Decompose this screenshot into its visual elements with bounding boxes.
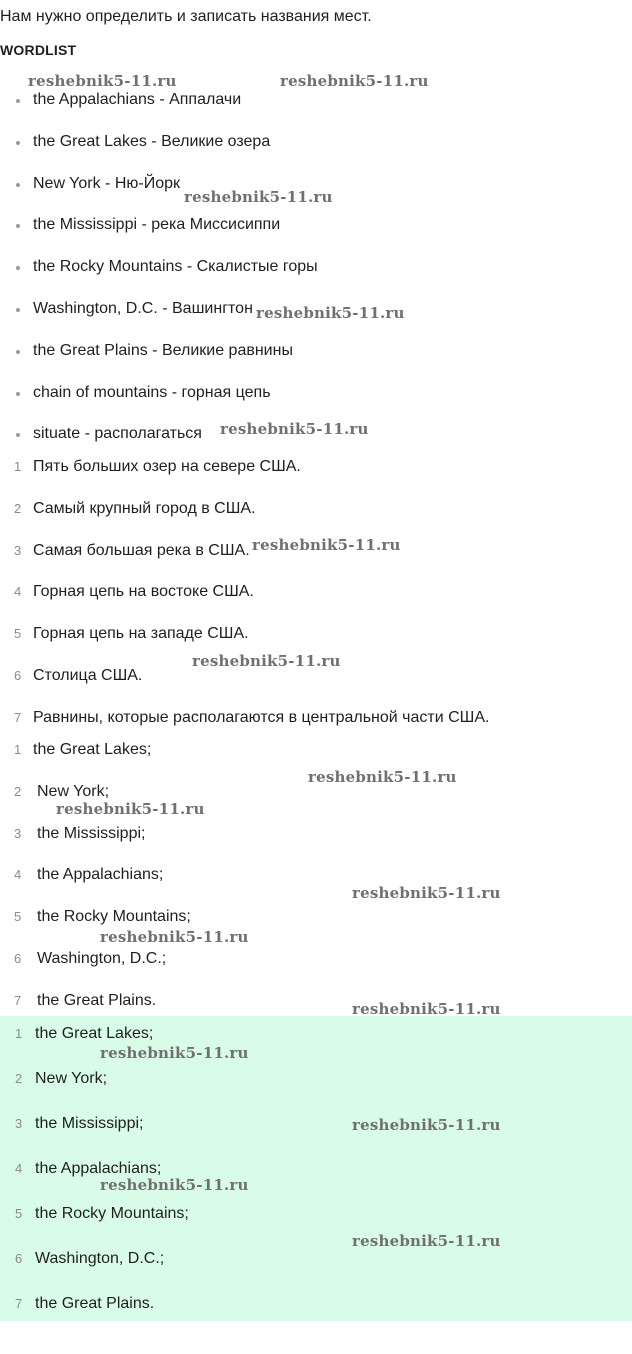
item-text: the Great Plains.: [35, 1295, 155, 1312]
wordlist-item: [0, 257, 632, 299]
bullet-icon: [16, 224, 20, 228]
watermark: reshebnik5-11.ru: [252, 536, 401, 554]
wordlist: [0, 90, 632, 466]
bullet-icon: [16, 350, 20, 354]
wordlist-title: WORDLIST: [0, 42, 77, 58]
wordlist-item: [0, 341, 632, 383]
item-text: Самый крупный город в США.: [33, 499, 256, 517]
item-text: Равнины, которые располагаются в центральной части США.: [33, 708, 490, 726]
bullet-icon: [16, 266, 20, 270]
item-text: the Great Lakes;: [33, 741, 152, 758]
list-item: [0, 582, 632, 624]
item-text: the Appalachians;: [35, 1160, 162, 1177]
item-text: New York;: [35, 1070, 108, 1087]
item-text: the Mississippi;: [35, 1115, 144, 1132]
bullet-icon: [16, 308, 20, 312]
item-text: the Great Lakes;: [35, 1025, 154, 1042]
wordlist-item-text: the Great Lakes - Великие озера: [33, 132, 271, 150]
item-number: 3: [15, 1116, 23, 1131]
list-item: [0, 1159, 632, 1204]
wordlist-item-text: chain of mountains - горная цепь: [33, 383, 271, 401]
item-number: 5: [14, 909, 22, 925]
item-text: Washington, D.C.;: [37, 949, 167, 967]
intro-text: Нам нужно определить и записать названия мест.: [0, 8, 372, 25]
watermark: reshebnik5-11.ru: [220, 420, 369, 438]
watermark: reshebnik5-11.ru: [56, 800, 205, 818]
list-item: [0, 1294, 632, 1339]
item-number: 7: [14, 709, 22, 725]
watermark: reshebnik5-11.ru: [352, 1232, 501, 1250]
watermark: reshebnik5-11.ru: [100, 1044, 249, 1062]
item-number: 4: [14, 584, 22, 600]
list-item: [0, 1114, 632, 1159]
item-number: 6: [15, 1251, 23, 1266]
item-number: 2: [15, 1071, 23, 1086]
list-item: [0, 1249, 632, 1294]
watermark: reshebnik5-11.ru: [308, 768, 457, 786]
wordlist-item: [0, 90, 632, 132]
item-text: New York;: [37, 782, 110, 800]
item-text: the Great Plains.: [37, 991, 157, 1009]
descriptions-list: [0, 457, 632, 750]
watermark: reshebnik5-11.ru: [28, 72, 177, 90]
item-number: 1: [14, 742, 22, 757]
bullet-icon: [16, 141, 20, 145]
bullet-icon: [16, 183, 20, 187]
watermark: reshebnik5-11.ru: [280, 72, 429, 90]
item-text: Washington, D.C.;: [35, 1250, 165, 1267]
watermark: reshebnik5-11.ru: [352, 1000, 501, 1018]
wordlist-item: [0, 132, 632, 174]
item-text: Столица США.: [33, 666, 143, 684]
watermark: reshebnik5-11.ru: [100, 1176, 249, 1194]
watermark: reshebnik5-11.ru: [352, 884, 501, 902]
list-item: [0, 949, 632, 991]
item-number: 4: [15, 1161, 23, 1176]
item-text: Самая большая река в США.: [33, 541, 250, 559]
wordlist-item-text: the Appalachians - Аппалачи: [33, 91, 242, 108]
item-number: 5: [15, 1206, 23, 1221]
wordlist-item-text: New York - Ню-Йорк: [33, 174, 180, 192]
list-item: [0, 824, 632, 866]
item-number: 6: [14, 667, 22, 683]
list-item: [0, 1069, 632, 1114]
watermark: reshebnik5-11.ru: [100, 928, 249, 946]
watermark: reshebnik5-11.ru: [184, 188, 333, 206]
item-number: 4: [14, 867, 22, 883]
item-number: 5: [14, 626, 22, 642]
item-number: 1: [15, 1026, 23, 1041]
list-item: [0, 499, 632, 541]
watermark: reshebnik5-11.ru: [192, 652, 341, 670]
item-text: Горная цепь на востоке США.: [33, 583, 254, 601]
item-text: the Rocky Mountains;: [35, 1205, 189, 1222]
wordlist-item-text: the Mississippi - река Миссисиппи: [33, 216, 281, 234]
bullet-icon: [16, 99, 20, 103]
item-text: Пять больших озер на севере США.: [33, 458, 301, 475]
list-item: [0, 1024, 632, 1069]
item-number: 6: [14, 950, 22, 966]
item-number: 7: [14, 992, 22, 1008]
item-number: 3: [14, 825, 22, 841]
item-number: 7: [15, 1296, 23, 1311]
wordlist-item-text: Washington, D.C. - Вашингтон: [33, 299, 253, 317]
item-number: 3: [14, 542, 22, 558]
wordlist-item: [0, 215, 632, 257]
list-item: [0, 666, 632, 708]
item-number: 2: [14, 500, 22, 516]
item-number: 1: [14, 459, 22, 474]
bullet-icon: [16, 433, 20, 437]
watermark: reshebnik5-11.ru: [256, 304, 405, 322]
wordlist-item: [0, 383, 632, 425]
wordlist-item-text: situate - располагаться: [33, 425, 202, 443]
list-item: [0, 1204, 632, 1249]
item-text: the Rocky Mountains;: [37, 908, 191, 926]
final-answers-list: [0, 1024, 632, 1339]
list-item: [0, 865, 632, 907]
item-text: Горная цепь на западе США.: [33, 625, 249, 643]
list-item: [0, 907, 632, 949]
item-number: 2: [14, 783, 22, 799]
item-text: the Appalachians;: [37, 866, 164, 884]
item-text: the Mississippi;: [37, 824, 146, 842]
bullet-icon: [16, 392, 20, 396]
wordlist-item-text: the Great Plains - Великие равнины: [33, 341, 293, 359]
watermark: reshebnik5-11.ru: [352, 1116, 501, 1134]
wordlist-item-text: the Rocky Mountains - Скалистые горы: [33, 258, 318, 276]
list-item: [0, 457, 632, 499]
